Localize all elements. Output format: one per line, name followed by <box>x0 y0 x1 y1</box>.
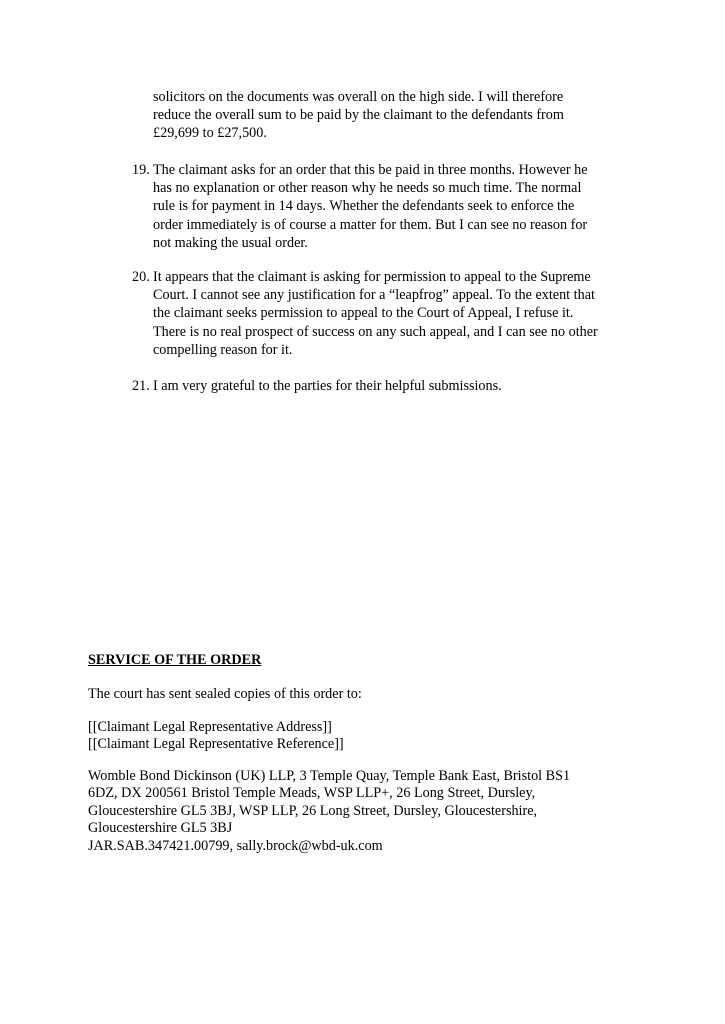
paragraph-number: 21. <box>132 378 150 394</box>
paragraph-text: I am very grateful to the parties for their helpful submissions. <box>153 378 502 394</box>
service-heading: SERVICE OF THE ORDER <box>88 652 262 668</box>
continued-paragraph: solicitors on the documents was overall on the high side. I will therefore reduce the overall sum to be paid by the claimant to the defendants from £29,699 to £27,500. <box>153 89 564 142</box>
service-intro: The court has sent sealed copies of this order to: <box>88 686 362 702</box>
paragraph-19 <box>132 161 632 252</box>
paragraph-21 <box>132 377 632 395</box>
service-heading-block <box>88 652 648 669</box>
claimant-representative-lines: [[Claimant Legal Representative Address]] [[Claimant Legal Representative Reference]] <box>88 719 344 753</box>
paragraph-number: 19. <box>132 162 150 178</box>
paragraph-20 <box>132 268 632 359</box>
defendant-representative-lines: Womble Bond Dickinson (UK) LLP, 3 Temple Quay, Temple Bank East, Bristol BS1 6DZ, DX 200561 Bristol Temple Meads, WSP LLP+, 26 Long Street, Dursley, Gloucestershire GL5 3BJ, WSP LLP, 26 Long Street, Dursley, Gloucestershire, Gloucestershire GL5 3BJ JAR.SAB.347421.00799, sally.brock@wbd-uk.com <box>88 768 571 854</box>
paragraph-text: It appears that the claimant is asking for permission to appeal to the Supreme Court. I cannot see any justification for a “leapfrog” appeal. To the extent that the claimant seeks permission to appeal to the Court of Appeal, I refuse it. There is no real prospect of success on any such appeal, and I can see no other compelling reason for it. <box>153 269 598 358</box>
paragraph-text: The claimant asks for an order that this be paid in three months. However he has no explanation or other reason why he needs so much time. The normal rule is for payment in 14 days. Whether the defendants seek to enforce the order immediately is of course a matter for them. But I can see no reason for not making the usual order. <box>153 162 588 251</box>
paragraph-number: 20. <box>132 269 150 285</box>
